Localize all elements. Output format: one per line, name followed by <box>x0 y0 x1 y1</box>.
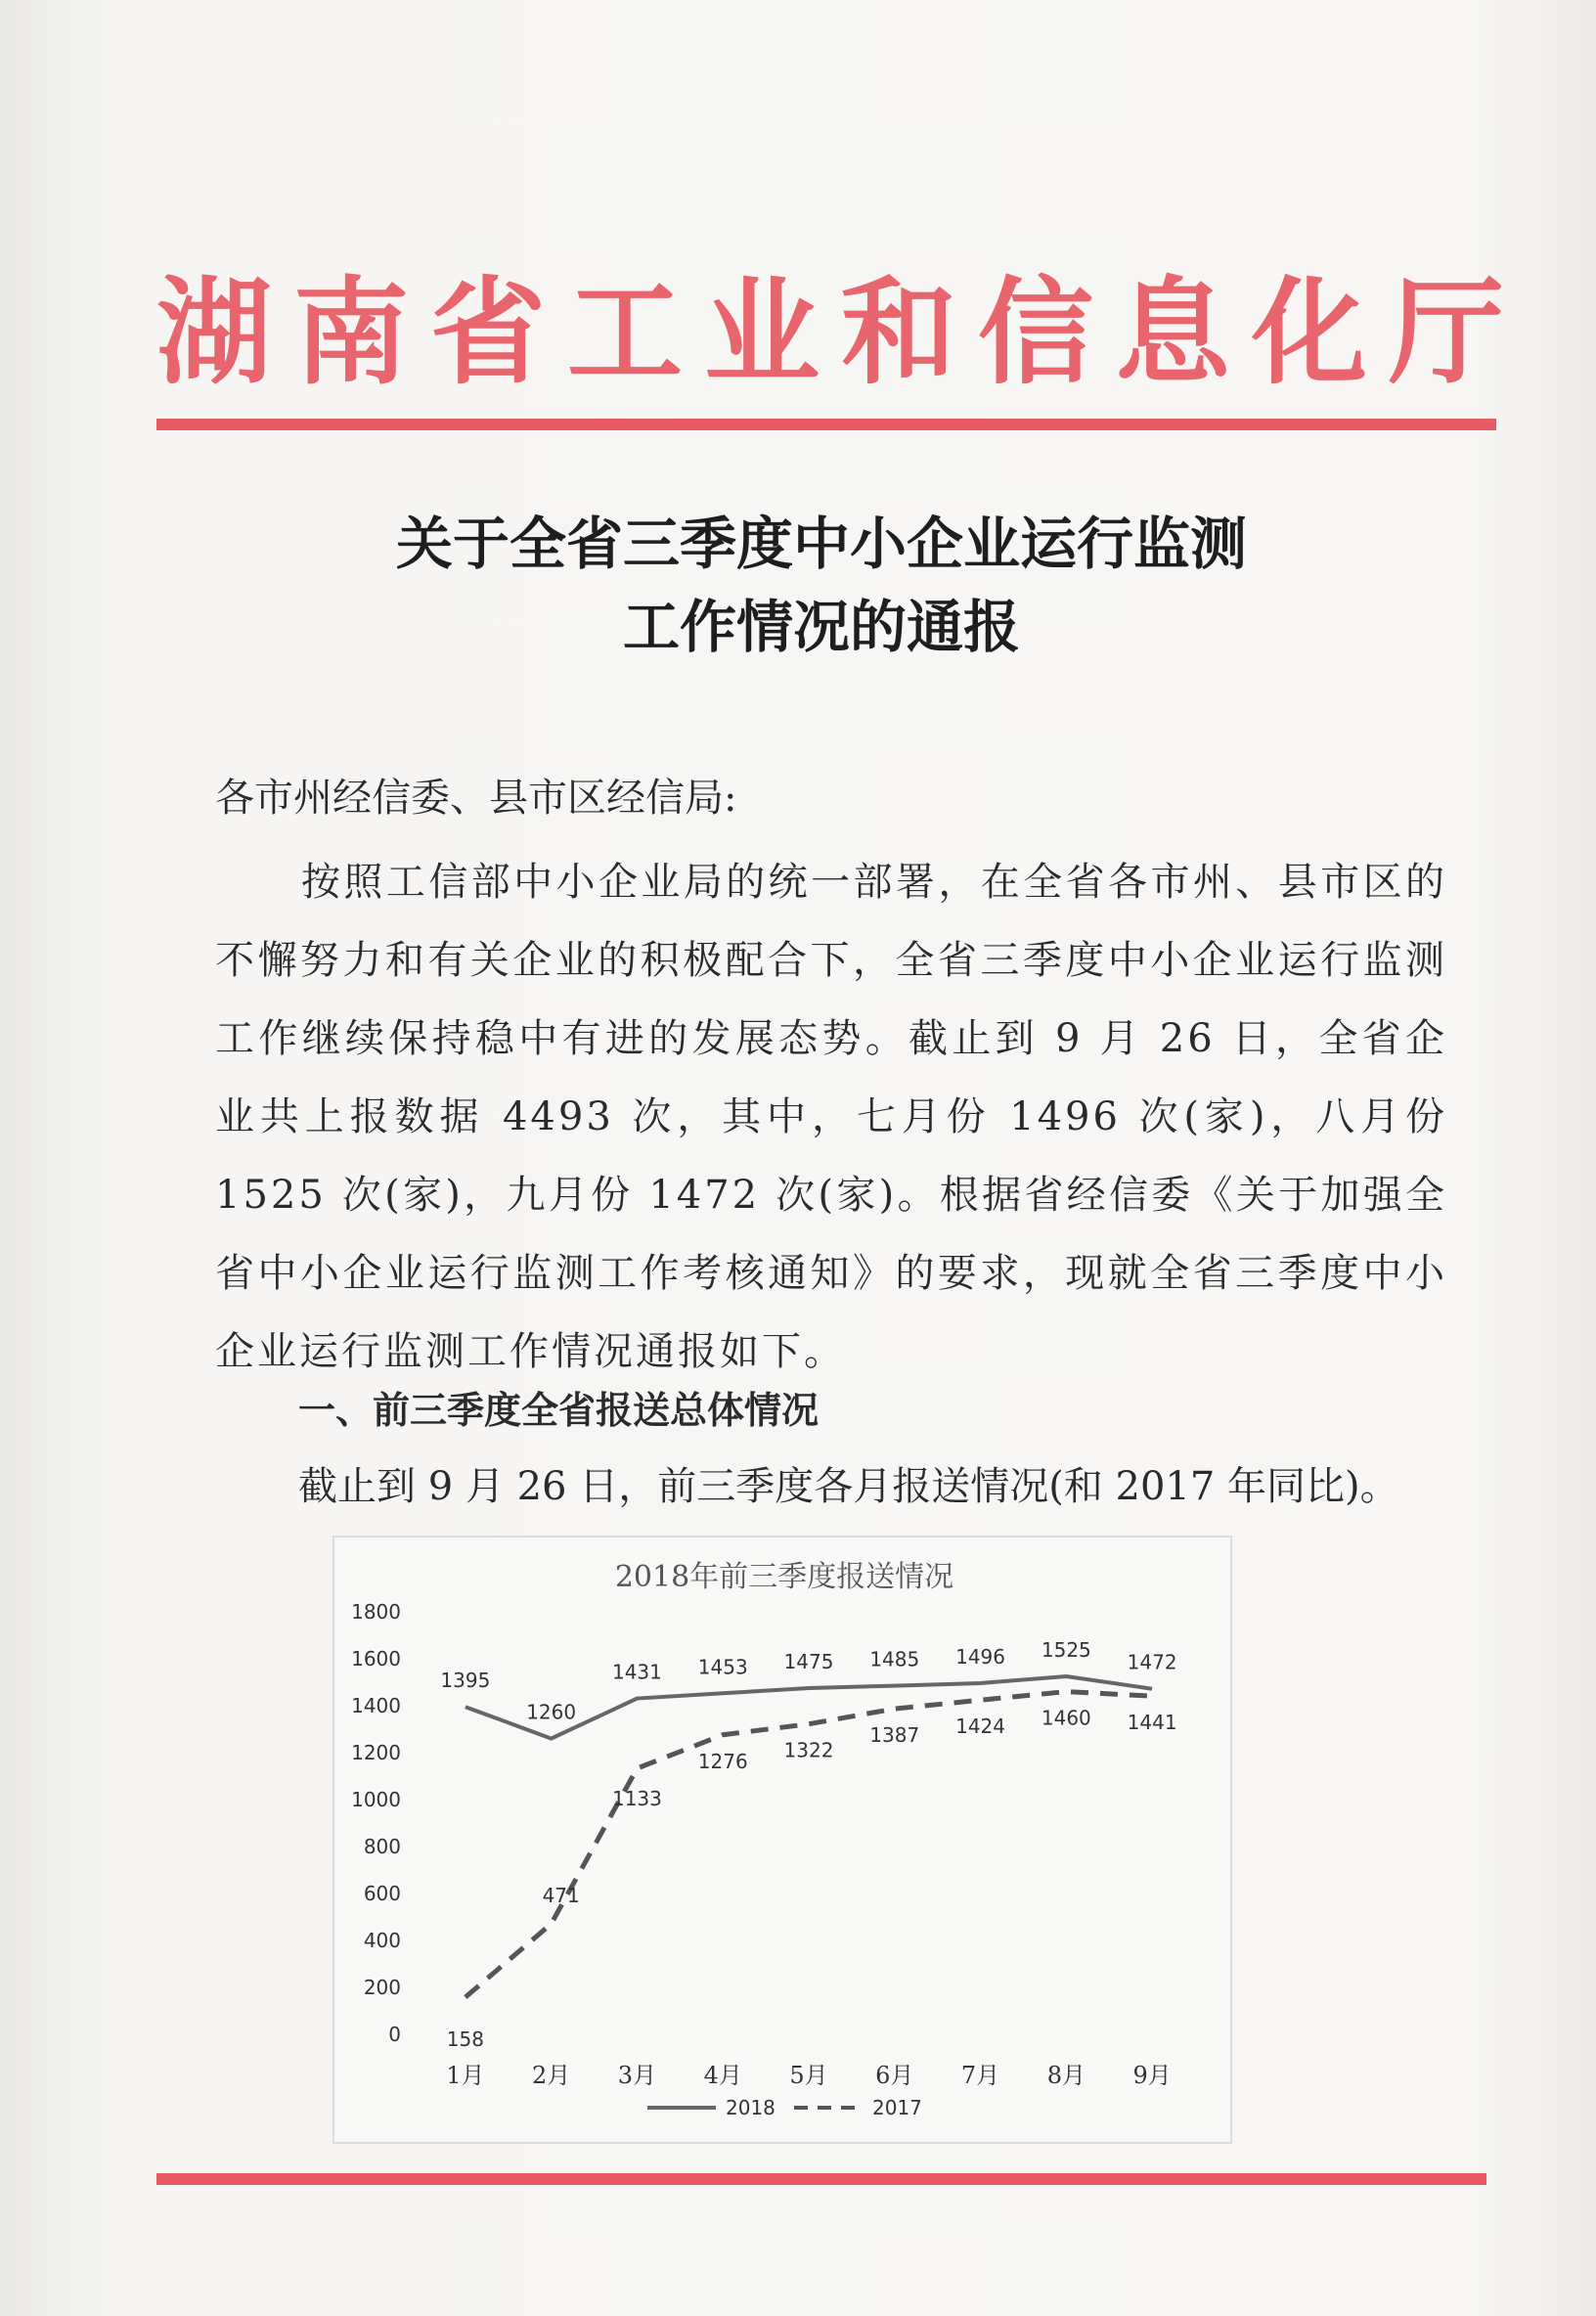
y-tick-label: 1600 <box>351 1647 401 1670</box>
data-label-2018: 1260 <box>526 1700 577 1724</box>
x-tick-label: 1月 <box>446 2062 485 2089</box>
masthead-red-rule <box>156 419 1496 430</box>
x-tick-label: 5月 <box>789 2062 828 2089</box>
body-paragraph: 按照工信部中小企业局的统一部署，在全省各市州、县市区的不懈努力和有关企业的积极配合下，全省三季度中小企业运行监测工作继续保持稳中有进的发展态势。截止到 9 月 26 日，全省企业共上报数据 4493 次，其中，七月份 1496 次(家)，八月份 1525 次(家)，九月份 1472 次(家)。根据省经信委《关于加强全省中小企业运行监测工作考核通知》的要求，现就全省三季度中小企业运行监测工作情况通报如下。 <box>215 860 1447 1374</box>
data-label-2017: 1441 <box>1127 1711 1177 1735</box>
x-tick-label: 9月 <box>1132 2062 1172 2089</box>
data-label-2018: 1395 <box>440 1669 491 1693</box>
masthead-title: 湖南省工业和信息化厅 <box>156 265 1527 400</box>
x-tick-label: 2月 <box>532 2062 571 2089</box>
lead-sentence: 截止到 9 月 26 日，前三季度各月报送情况(和 2017 年同比)。 <box>298 1464 1399 1509</box>
chart-svg <box>334 1537 1234 2146</box>
document-title-line-1: 关于全省三季度中小企业运行监测 <box>395 511 1247 577</box>
x-tick-label: 6月 <box>875 2062 914 2089</box>
data-label-2017: 1276 <box>697 1749 748 1773</box>
data-label-2017: 471 <box>542 1883 580 1907</box>
x-tick-label: 4月 <box>703 2062 742 2089</box>
data-label-2018: 1496 <box>955 1644 1006 1669</box>
data-label-2018: 1525 <box>1041 1638 1091 1662</box>
x-tick-label: 3月 <box>617 2062 657 2089</box>
series-line-2017 <box>466 1692 1152 1997</box>
footer-red-rule <box>156 2173 1486 2185</box>
legend-label-2018: 2018 <box>726 2096 776 2119</box>
data-label-2018: 1431 <box>611 1660 662 1684</box>
y-tick-label: 600 <box>363 1882 401 1905</box>
y-tick-label: 200 <box>363 1976 401 1999</box>
data-label-2017: 1322 <box>783 1738 834 1762</box>
legend-label-2017: 2017 <box>872 2096 922 2119</box>
data-label-2018: 1485 <box>869 1647 920 1671</box>
y-tick-label: 0 <box>388 2023 401 2046</box>
data-label-2017: 1460 <box>1041 1706 1091 1730</box>
data-label-2017: 158 <box>446 2027 484 2052</box>
salutation: 各市州经信委、县市区经信局: <box>215 776 737 821</box>
data-label-2017: 1424 <box>955 1715 1006 1739</box>
x-tick-label: 8月 <box>1046 2062 1086 2089</box>
y-tick-label: 1400 <box>351 1694 401 1717</box>
y-tick-label: 1000 <box>351 1788 401 1811</box>
x-tick-label: 7月 <box>960 2062 1000 2089</box>
report-line-chart <box>332 1536 1232 2144</box>
data-label-2018: 1475 <box>783 1650 834 1673</box>
y-tick-label: 800 <box>363 1835 401 1858</box>
y-tick-label: 1200 <box>351 1741 401 1764</box>
document-title-line-2: 工作情况的通报 <box>622 594 1020 660</box>
data-label-2018: 1472 <box>1127 1650 1177 1674</box>
data-label-2018: 1453 <box>697 1655 748 1679</box>
chart-title: 2018年前三季度报送情况 <box>614 1560 954 1594</box>
y-tick-label: 400 <box>363 1929 401 1952</box>
data-label-2017: 1133 <box>611 1787 662 1811</box>
y-tick-label: 1800 <box>351 1600 401 1624</box>
section-heading: 一、前三季度全省报送总体情况 <box>298 1389 820 1432</box>
data-label-2017: 1387 <box>869 1723 920 1748</box>
